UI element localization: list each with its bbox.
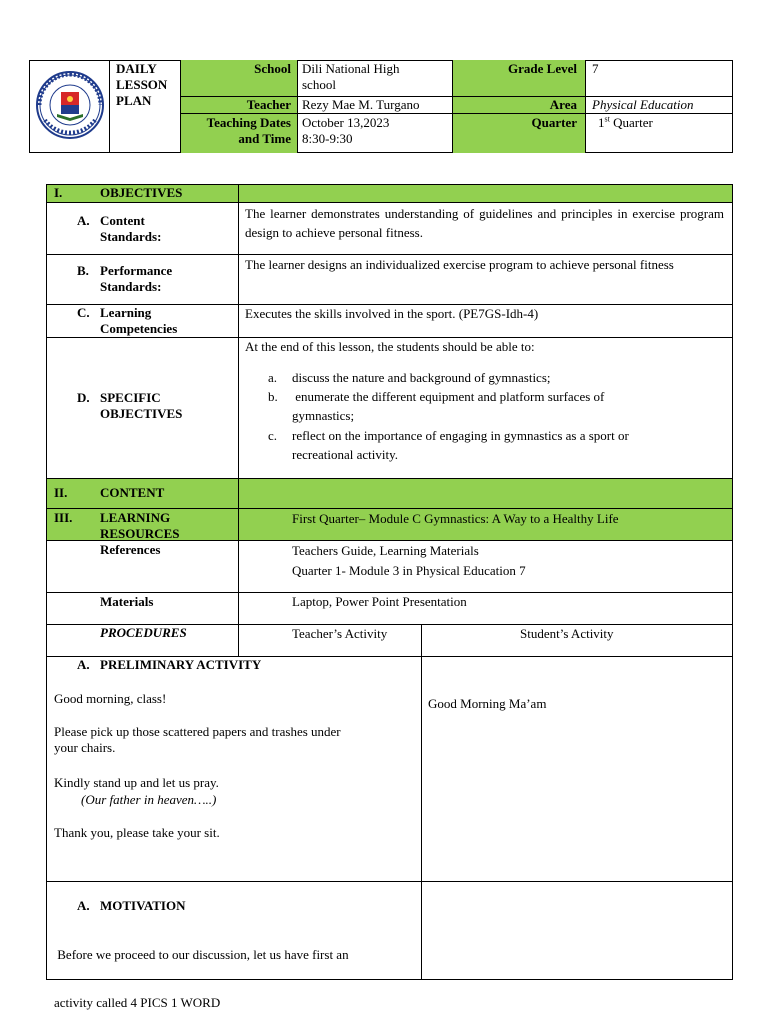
- learning-resources-num: III.: [54, 510, 73, 525]
- teacher-value: Rezy Mae M. Turgano: [298, 97, 453, 114]
- objective-item-marker: a.: [268, 370, 278, 385]
- content-standards-letter: A.: [77, 213, 90, 228]
- specific-objectives-letter: D.: [77, 390, 90, 405]
- content-standards-text: The learner demonstrates understanding of guidelines and principles in exercise program design to achieve personal fitness.: [245, 206, 724, 240]
- objectives-num: I.: [54, 185, 63, 200]
- references-label: References: [100, 542, 161, 557]
- performance-standards-letter: B.: [77, 263, 89, 278]
- learning-resources-text: First Quarter– Module C Gymnastics: A Way to a Healthy Life: [292, 511, 619, 526]
- column-divider: [421, 656, 422, 980]
- motivation-text: Before we proceed to our discussion, let us have first an activity called 4 PICS 1 WORD: [54, 947, 349, 1010]
- school-seal-logo: [35, 70, 105, 140]
- quarter-label: Quarter: [453, 114, 586, 153]
- area-label: Area: [453, 97, 586, 114]
- school-label: School: [181, 60, 298, 97]
- prayer-text: (Our father in heaven…..): [81, 792, 217, 807]
- objective-item-text: discuss the nature and background of gymnastics;: [292, 370, 551, 385]
- area-value: Physical Education: [586, 97, 733, 114]
- content-num: II.: [54, 485, 68, 500]
- objective-item-marker: b.: [268, 389, 278, 404]
- learning-competencies-label: Learning Competencies: [100, 305, 178, 336]
- specific-objectives-intro: At the end of this lesson, the students should be able to:: [245, 339, 535, 354]
- student-activity-header: Student’s Activity: [520, 626, 614, 641]
- teaching-dates-value: October 13,2023 8:30-9:30: [298, 114, 453, 153]
- row-divider: [46, 881, 733, 882]
- greeting-text: Good morning, class!: [54, 691, 167, 706]
- student-response: Good Morning Ma’am: [428, 696, 547, 711]
- thanks-text: Thank you, please take your sit.: [54, 825, 220, 840]
- performance-standards-label: Performance Standards:: [100, 263, 173, 294]
- pray-instruction: Kindly stand up and let us pray.: [54, 775, 219, 790]
- teaching-dates-label: Teaching Dates and Time: [181, 114, 298, 153]
- specific-objectives-label: SPECIFIC OBJECTIVES: [100, 390, 183, 421]
- title-line: DAILY: [116, 61, 157, 76]
- column-divider: [238, 509, 239, 541]
- title-line: PLAN: [116, 93, 152, 108]
- school-value: Dili National High school: [298, 60, 453, 97]
- motivation-letter: A.: [77, 898, 90, 913]
- preliminary-letter: A.: [77, 657, 90, 672]
- learning-competencies-text: Executes the skills involved in the sport. (PE7GS-Idh-4): [245, 306, 539, 321]
- pickup-instruction: Please pick up those scattered papers and trashes under your chairs.: [54, 724, 341, 755]
- learning-competencies-letter: C.: [77, 305, 90, 320]
- motivation-heading: MOTIVATION: [100, 898, 186, 913]
- logo-cell: [29, 60, 110, 153]
- objectives-heading: OBJECTIVES: [100, 185, 183, 200]
- procedures-label: PROCEDURES: [100, 625, 187, 640]
- materials-label: Materials: [100, 594, 154, 609]
- teacher-activity-header: Teacher’s Activity: [292, 626, 388, 641]
- title-line: LESSON: [116, 77, 168, 92]
- objective-item-text: enumerate the different equipment and platform surfaces of: [292, 389, 605, 404]
- teacher-label: Teacher: [181, 97, 298, 114]
- objective-item-text: recreational activity.: [292, 447, 398, 462]
- objective-item-text: gymnastics;: [292, 408, 355, 423]
- grade-level-label: Grade Level: [453, 60, 586, 97]
- objective-item-marker: c.: [268, 428, 278, 443]
- grade-level-value: 7: [586, 60, 733, 97]
- quarter-value: 1st Quarter: [598, 114, 653, 130]
- lesson-plan-title: [110, 60, 181, 153]
- objective-item-text: reflect on the importance of engaging in gymnastics as a sport or: [292, 428, 629, 443]
- references-line: Quarter 1- Module 3 in Physical Education 7: [292, 563, 526, 578]
- references-line: Teachers Guide, Learning Materials: [292, 543, 479, 558]
- performance-standards-text: The learner designs an individualized exercise program to achieve personal fitness: [245, 257, 674, 272]
- preliminary-heading: PRELIMINARY ACTIVITY: [100, 657, 262, 672]
- materials-text: Laptop, Power Point Presentation: [292, 594, 467, 609]
- content-standards-label: Content Standards:: [100, 213, 162, 244]
- column-divider: [421, 625, 422, 656]
- content-heading: CONTENT: [100, 485, 165, 500]
- learning-resources-heading: LEARNING RESOURCES: [100, 510, 180, 541]
